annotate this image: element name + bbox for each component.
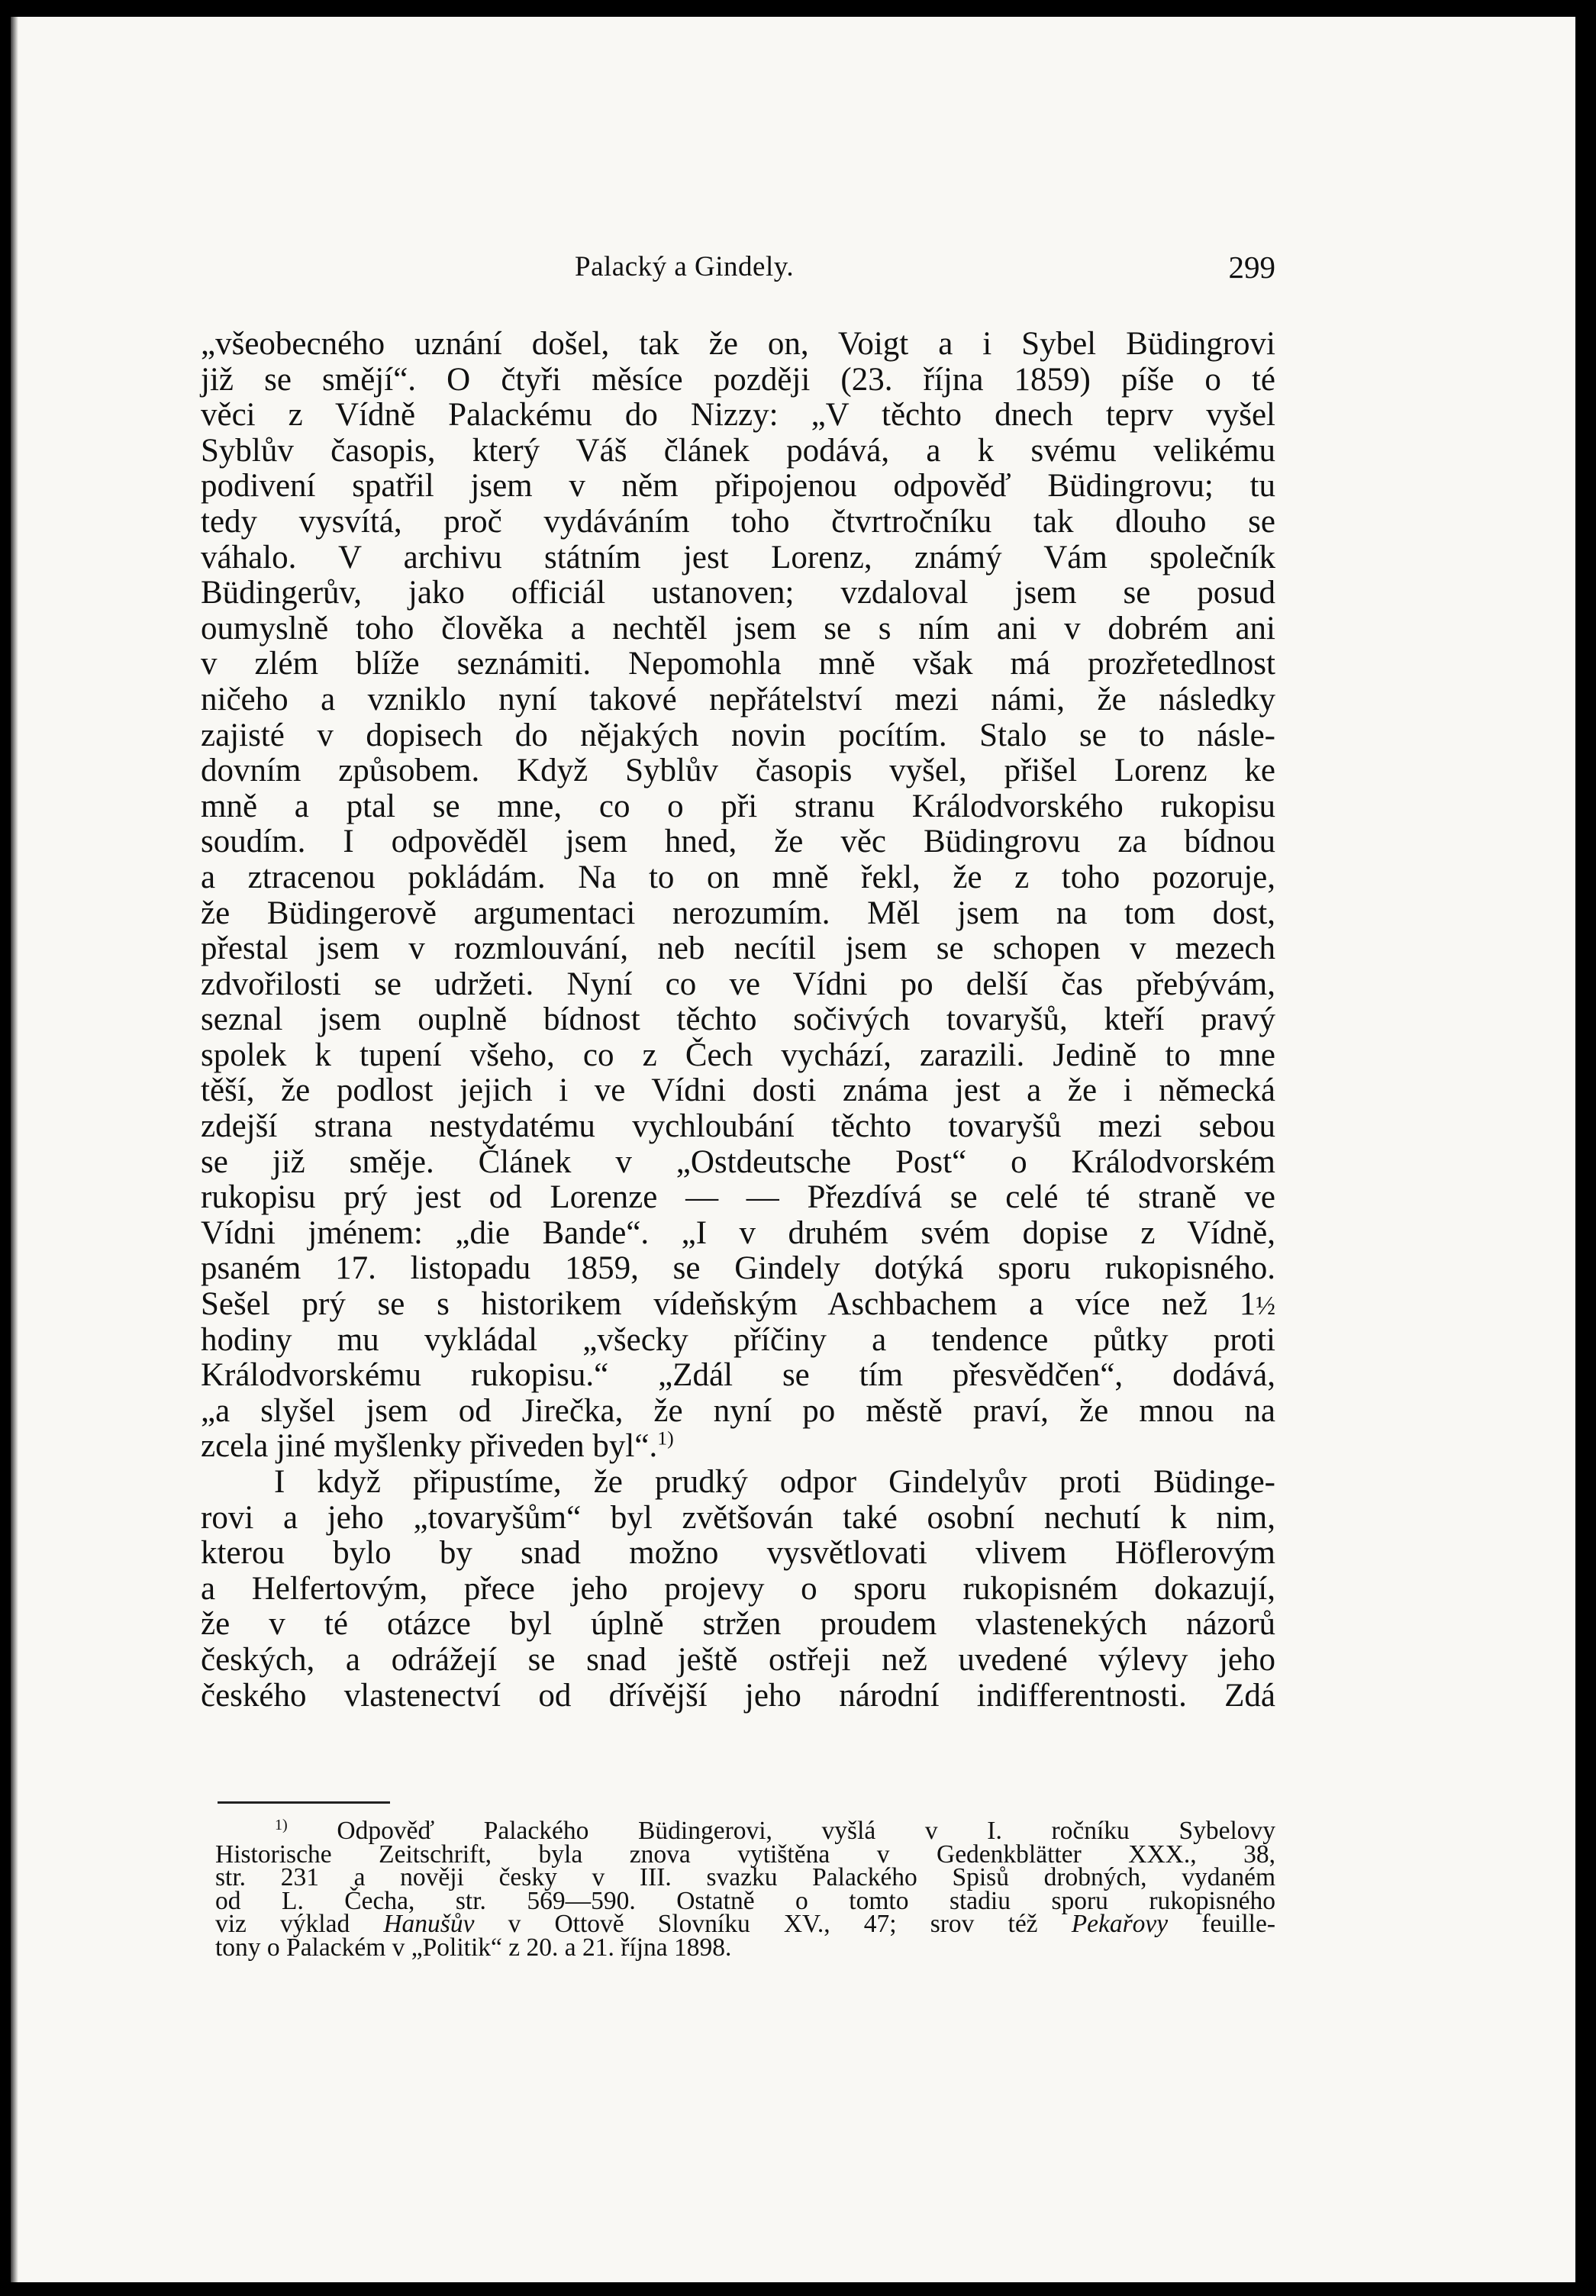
footnote-author-name: Pekařovy [1071, 1910, 1169, 1938]
footnote-text: Odpověď Palackého Büdingerovi, vyšlá v I. ročníku Sybelovy [337, 1817, 1275, 1845]
text-line: již se smějí“. O čtyři měsíce později (23. října 1859) píše o té [201, 361, 1275, 398]
footnote-marker: 1) [275, 1816, 288, 1833]
page-gutter-shadow [11, 17, 18, 2282]
text-line-paragraph-end [201, 1429, 1275, 1465]
footnote-line [215, 1910, 1276, 1938]
text-line: „a slyšel jsem od Jirečka, že nyní po městě praví, že mnou na [201, 1392, 1275, 1429]
text-line: a Helfertovým, přece jeho projevy o sporu rukopisném dokazují, [201, 1570, 1275, 1607]
text-line: hodiny mu vykládal „všecky příčiny a tendence půtky proti [201, 1321, 1275, 1358]
text-line: rovi a jeho „tovaryšům“ byl zvětšován také osobní nechutí k nim, [201, 1499, 1275, 1536]
text-line: Králodvorskému rukopisu.“ „Zdál se tím přesvědčen“, dodává, [201, 1357, 1275, 1394]
text-line: Vídni jménem: „die Bande“. „I v druhém svém dopise z Vídně, [201, 1214, 1275, 1251]
text-line: ničeho a vzniklo nyní takové nepřátelství mezi námi, že následky [201, 681, 1275, 718]
page-number: 299 [1228, 250, 1275, 285]
text-line: českých, a odrážejí se snad ještě ostřeji než uvedené výlevy jeho [201, 1641, 1275, 1678]
text-line: přestal jsem v rozmlouvání, neb necítil jsem se schopen v mezech [201, 930, 1275, 967]
footnote-line: Historische Zeitschrift, byla znova vytištěna v Gedenkblätter XXX., 38, [215, 1840, 1275, 1869]
text-line: se již směje. Článek v „Ostdeutsche Post“ o Králodvorském [201, 1143, 1275, 1180]
text-line: že Büdingerově argumentaci nerozumím. Měl jsem na tom dost, [201, 895, 1275, 931]
text-line: českého vlastenectví od dřívější jeho národní indifferentnosti. Zdá [201, 1677, 1275, 1714]
text-line: že v té otázce byl úplně stržen proudem vlastenekých názorů [201, 1606, 1275, 1643]
text-line: soudím. I odpověděl jsem hned, že věc Büdingrovu za bídnou [201, 824, 1275, 860]
text-line: mně a ptal se mne, co o při stranu Králodvorského rukopisu [201, 788, 1275, 824]
footnote-line [215, 1816, 1275, 1845]
footnote-line: tony o Palackém v „Politik“ z 20. a 21. října 1898. [215, 1933, 732, 1962]
text-line: oumyslně toho člověka a nechtěl jsem se s ním ani v dobrém ani [201, 610, 1275, 647]
text-line: zajisté v dopisech do nějakých novin pocítím. Stalo se to násle- [201, 717, 1275, 753]
footnotes [215, 1816, 1276, 1962]
text-line-part: Sešel prý se s historikem vídeňským Aschbachem a více než 1 [201, 1286, 1256, 1323]
text-line: psaném 17. listopadu 1859, se Gindely dotýká sporu rukopisného. [201, 1250, 1275, 1287]
text-line: dovním způsobem. Když Syblův časopis vyšel, přišel Lorenz ke [201, 753, 1275, 789]
text-line: seznal jsem ouplně bídnost těchto sočivých tovaryšů, kteří pravý [201, 1001, 1275, 1038]
footnote-line: od L. Čecha, str. 569—590. Ostatně o tomto stadiu sporu rukopisného [215, 1886, 1275, 1915]
text-line: kterou bylo by snad možno vysvětlovati vlivem Höflerovým [201, 1535, 1275, 1572]
running-title: Palacký a Gindely. [575, 251, 795, 282]
text-line: váhalo. V archivu státním jest Lorenz, známý Vám společník [201, 539, 1275, 576]
text-line-part: zcela jiné myšlenky přiveden byl“. [201, 1428, 658, 1465]
text-line: Büdingerův, jako officiál ustanoven; vzdaloval jsem se posud [201, 575, 1275, 611]
text-line: těší, že podlost jejich i ve Vídni dosti známa jest a že i německá [201, 1072, 1275, 1109]
text-line-paragraph-start: I když připustíme, že prudký odpor Gindelyův proti Büdinge- [274, 1464, 1275, 1500]
text-line: spolek k tupení všeho, co z Čech vychází, zarazili. Jedině to mne [201, 1037, 1275, 1073]
page-header [201, 243, 1275, 289]
footnote-text: viz výklad [215, 1910, 350, 1938]
body-text [201, 327, 1275, 1714]
fraction-half: ½ [1256, 1292, 1275, 1321]
text-line: zdvořilosti se udržeti. Nyní co ve Vídni po delší čas přebývám, [201, 966, 1275, 1002]
text-line: podivení spatřil jsem v něm připojenou odpověď Büdingrovu; tu [201, 468, 1275, 505]
text-line: tedy vysvítá, proč vydáváním toho čtvrtročníku tak dlouho se [201, 503, 1275, 540]
text-line: Syblův časopis, který Váš článek podává, a k svému velikému [201, 432, 1275, 469]
text-line: rukopisu prý jest od Lorenze — — Přezdívá se celé té straně ve [201, 1179, 1275, 1216]
footnote-separator [218, 1801, 390, 1804]
text-line: zdejší strana nestydatému vychloubání těchto tovaryšů mezi sebou [201, 1108, 1275, 1145]
footnote-text: v Ottově Slovníku XV., 47; srov též [508, 1910, 1038, 1938]
footnote-author-name: Hanušův [383, 1910, 475, 1938]
text-line: věci z Vídně Palackému do Nizzy: „V těchto dnech teprv vyšel [201, 397, 1275, 434]
text-line: „všeobecného uznání došel, tak že on, Voigt a i Sybel Büdingrovi [201, 326, 1275, 362]
footnote-line: str. 231 a nověji česky v III. svazku Palackého Spisů drobných, vydaném [215, 1863, 1275, 1891]
text-line: a ztracenou pokládám. Na to on mně řekl, že z toho pozoruje, [201, 859, 1275, 895]
text-line: v zlém blíže seznámiti. Nepomohla mně však má prozřetedlnost [201, 646, 1275, 682]
footnote-text: feuille- [1201, 1910, 1276, 1938]
footnote-reference: 1) [657, 1427, 674, 1450]
text-line-with-fraction [201, 1287, 1275, 1323]
